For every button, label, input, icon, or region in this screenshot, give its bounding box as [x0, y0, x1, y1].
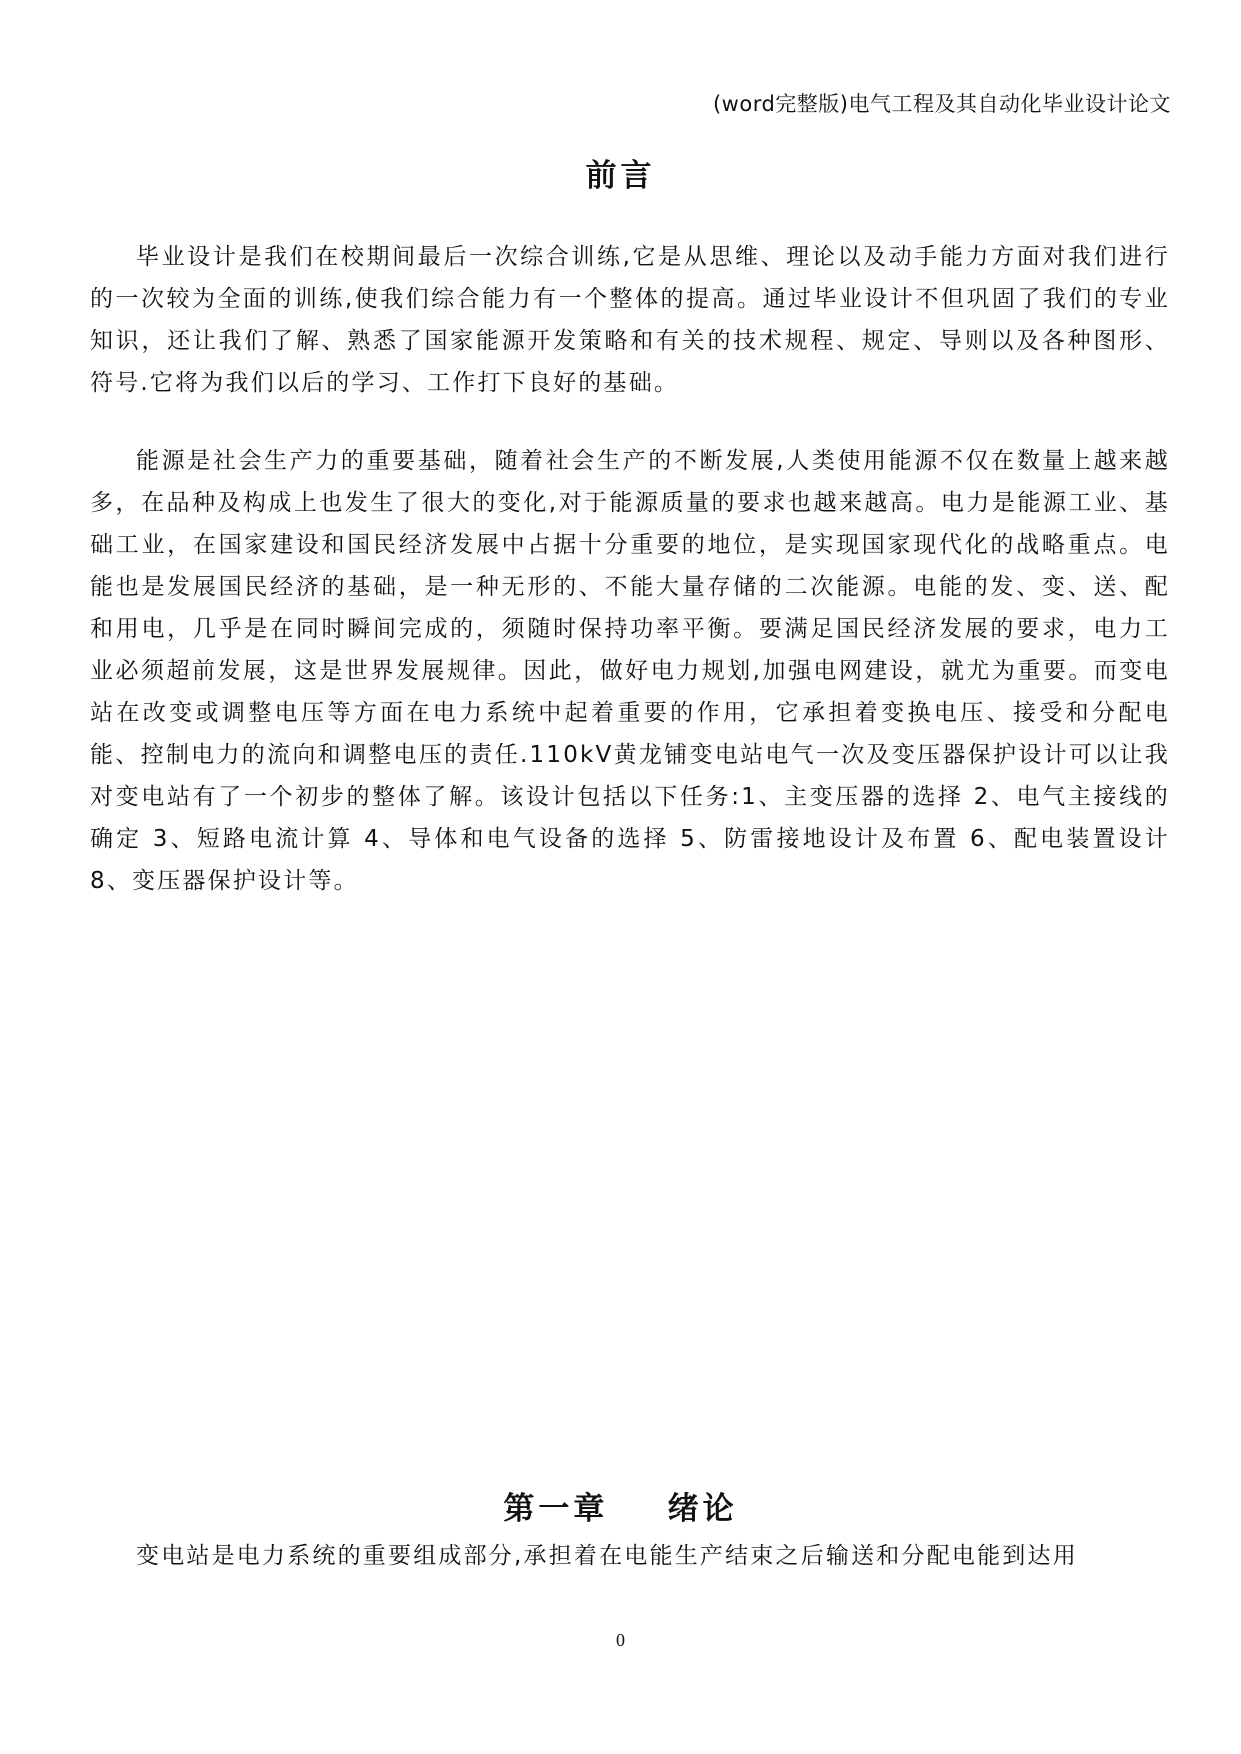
- chapter-paragraph-1: 变电站是电力系统的重要组成部分,承担着在电能生产结束之后输送和分配电能到达用: [136, 1543, 1078, 1569]
- chapter-title: 第一章 绪论: [503, 1491, 738, 1527]
- preface-body: [90, 236, 1170, 416]
- preface-paragraph-2: 能源是社会生产力的重要基础，随着社会生产的不断发展,人类使用能源不仅在数量上越来越多，在品种及构成上也发生了很大的变化,对于能源质量的要求也越来越高。电力是能源工业、基础工业，在国家建设和国民经济发展中占据十分重要的地位，是实现国家现代化的战略重点。电能也是发展国民经济的基础，是一种无形的、不能大量存储的二次能源。电能的发、变、送、配和用电，几乎是在同时瞬间完成的，须随时保持功率平衡。要满足国民经济发展的要求，电力工业必须超前发展，这是世界发展规律。因此，做好电力规划,加强电网建设，就尤为重要。而变电站在改变或调整电压等方面在电力系统中起着重要的作用，它承担着变换电压、接受和分配电能、控制电力的流向和调整电压的责任.110kV黄龙铺变电站电气一次及变压器保护设计可以让我对变电站有了一个初步的整体了解。该设计包括以下任务:1、主变压器的选择 2、电气主接线的确定 3、短路电流计算 4、导体和电气设备的选择 5、防雷接地设计及布置 6、配电装置设计 8、变压器保护设计等。: [90, 448, 1170, 894]
- preface-body-continued: [90, 440, 1170, 914]
- preface-title: 前言: [585, 158, 656, 194]
- preface-paragraph-1: 毕业设计是我们在校期间最后一次综合训练,它是从思维、理论以及动手能力方面对我们进行的一次较为全面的训练,使我们综合能力有一个整体的提高。通过毕业设计不但巩固了我们的专业知识，还让我们了解、熟悉了国家能源开发策略和有关的技术规程、规定、导则以及各种图形、符号.它将为我们以后的学习、工作打下良好的基础。: [90, 244, 1170, 396]
- chapter-body: [90, 1535, 1170, 1589]
- page-number: 0: [616, 1630, 625, 1650]
- running-header: (word完整版)电气工程及其自动化毕业设计论文: [712, 92, 1171, 116]
